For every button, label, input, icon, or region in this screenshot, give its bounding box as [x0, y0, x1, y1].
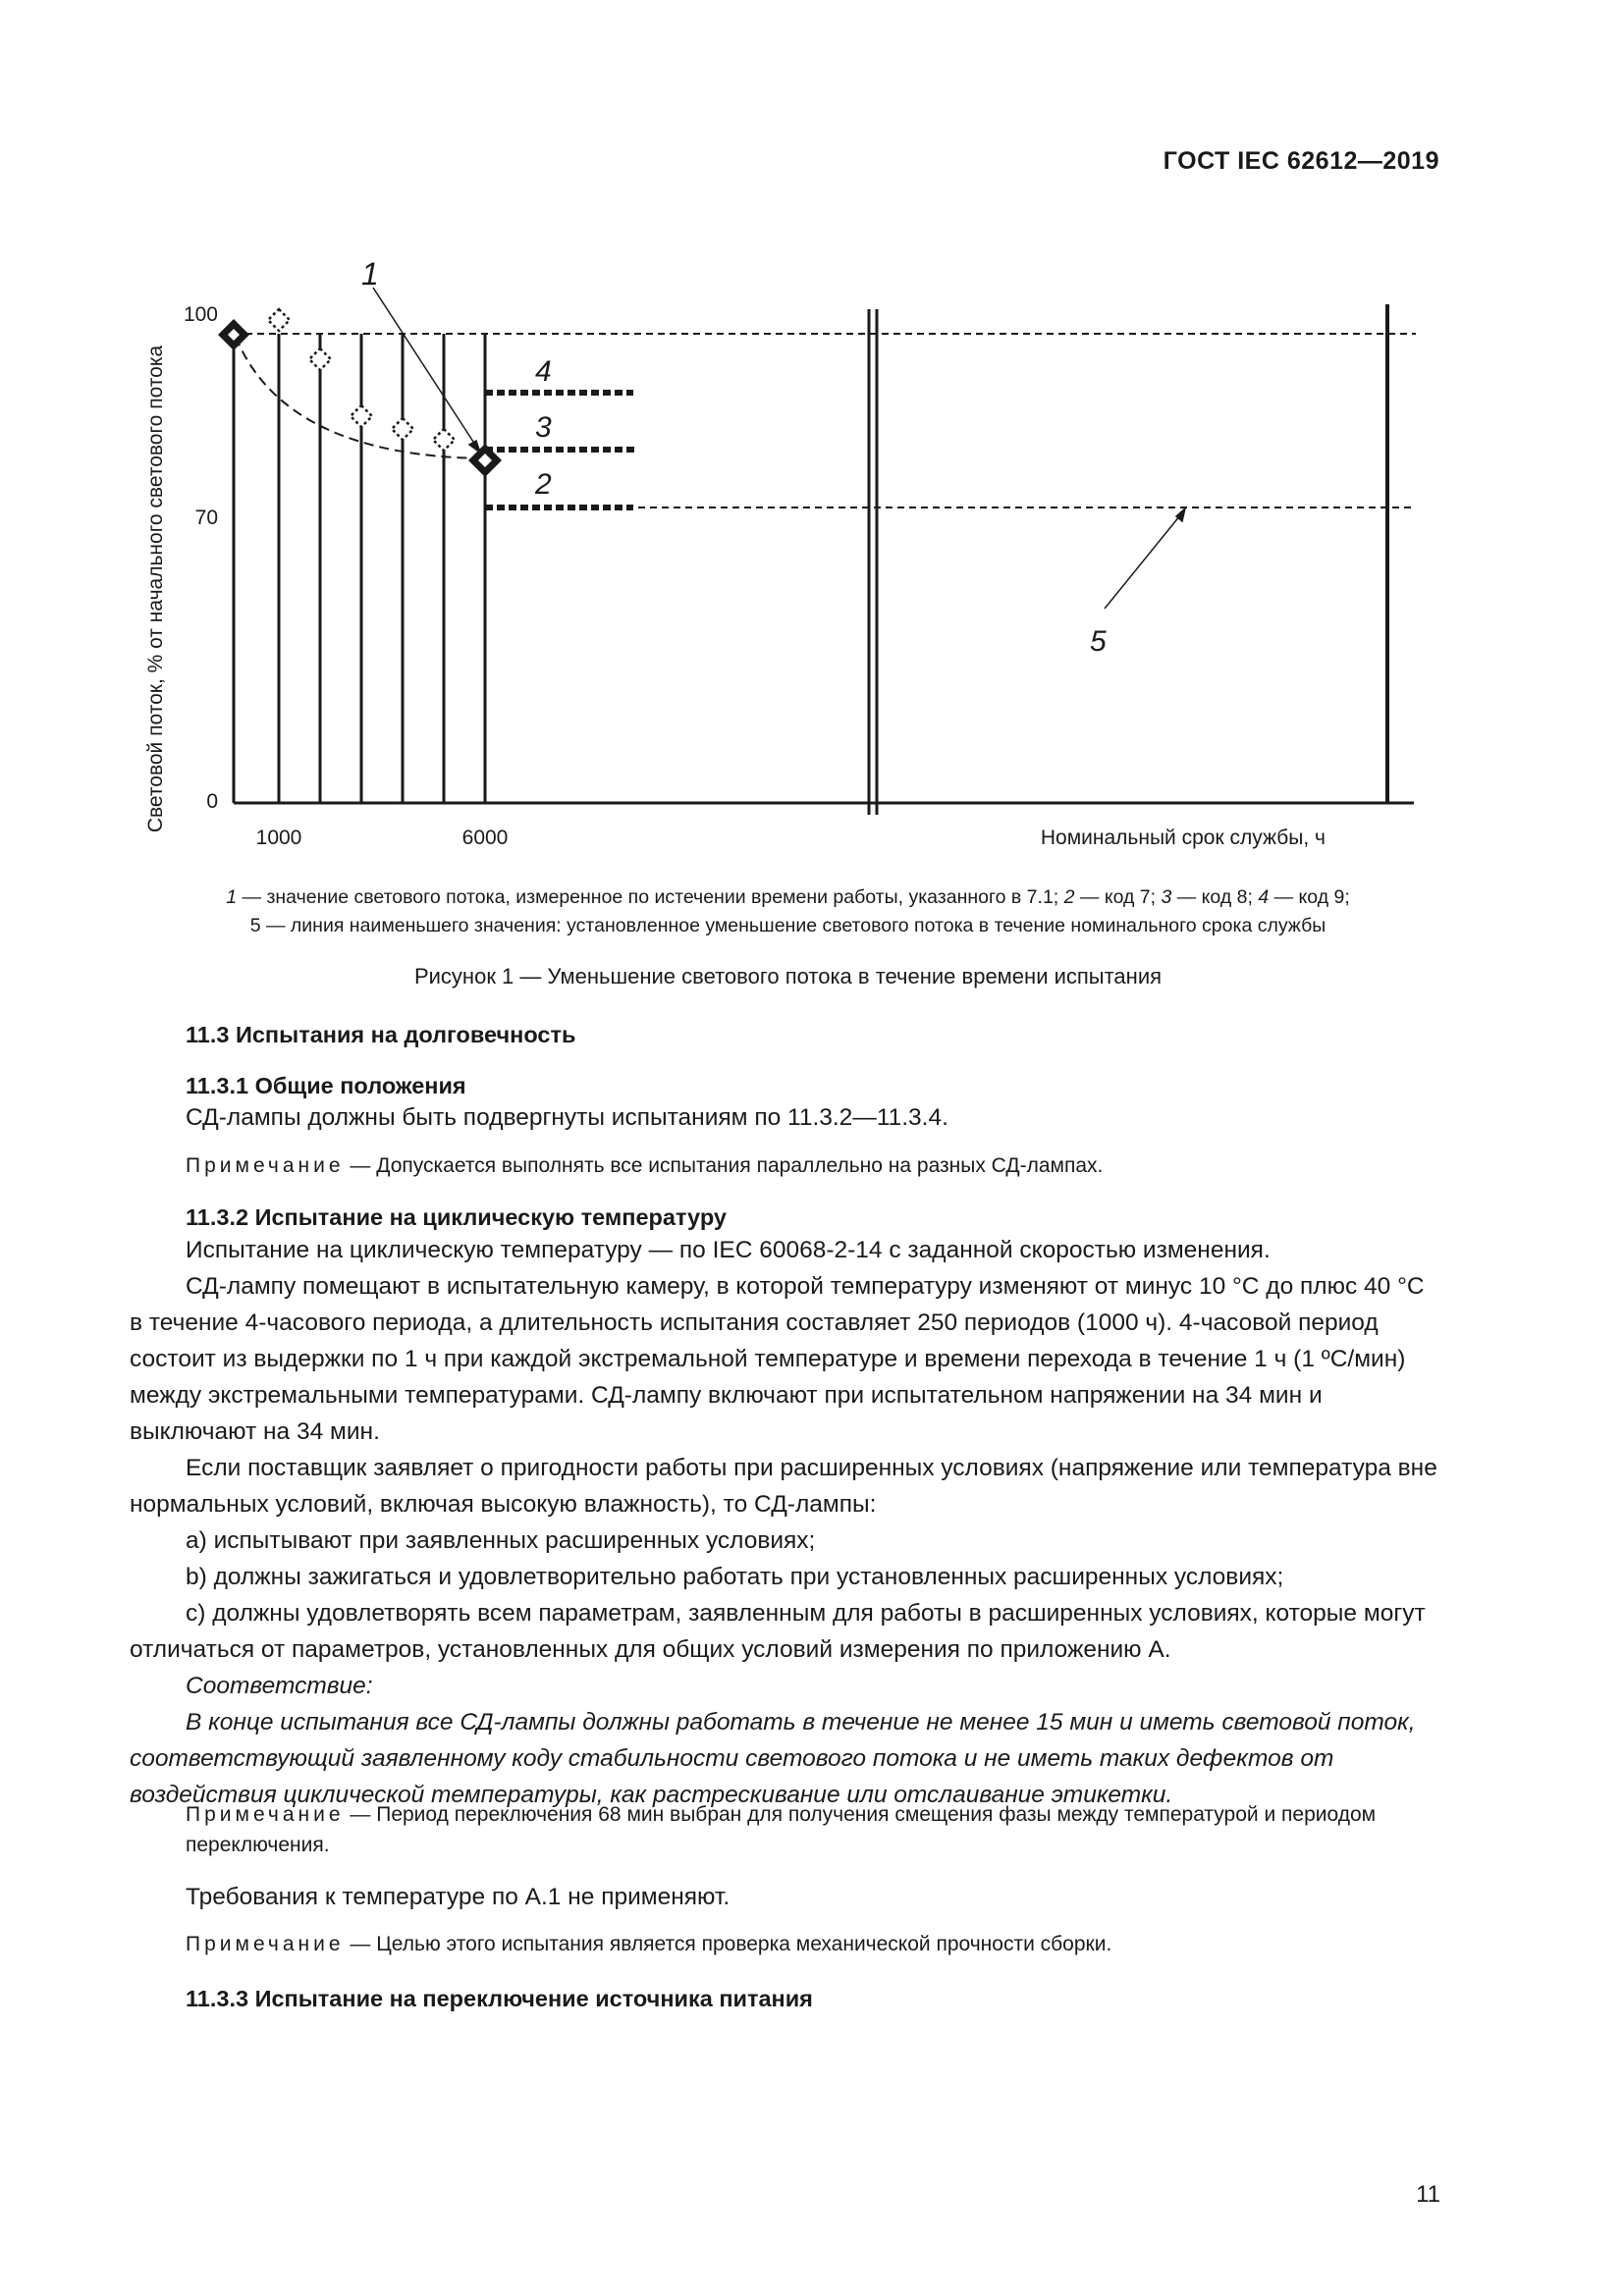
heading-11-3-3: 11.3.3 Испытание на переключение источника питания [186, 1986, 813, 2011]
legend-key-1: 1 [226, 886, 238, 908]
heading-11-3-2: 11.3.2 Испытание на циклическую температуру [186, 1204, 727, 1230]
y-tick-70: 70 [194, 507, 218, 529]
axis-break [869, 309, 877, 815]
y-tick-100: 100 [183, 303, 218, 326]
note-3 [186, 1929, 1439, 1959]
note-3-label: Примечание [186, 1933, 345, 1955]
note-2-label: Примечание [186, 1803, 345, 1826]
note-1-text: — Допускается выполнять все испытания параллельно на разных СД-лампах. [344, 1154, 1104, 1177]
legend-key-2: 2 [1063, 886, 1075, 908]
compliance-text [130, 1704, 1439, 1813]
note-3-text: — Целью этого испытания является проверка механической прочности сборки. [344, 1933, 1112, 1955]
legend-key-4: 4 [1258, 886, 1270, 908]
callout-3: 3 [535, 411, 552, 444]
legend-text-3: — код 8; [1171, 886, 1259, 908]
paragraph-11-3-1: СД-лампы должны быть подвергнуты испытаниям по 11.3.2—11.3.4. [186, 1104, 948, 1131]
paragraph-3 [130, 1450, 1439, 1522]
note-1 [186, 1150, 1439, 1181]
page-number: 11 [1416, 2181, 1440, 2208]
legend-text-2: — код 7; [1074, 886, 1162, 908]
callout-5: 5 [1090, 625, 1107, 658]
callout-2: 2 [535, 468, 552, 501]
note-1-label: Примечание [186, 1154, 345, 1177]
paragraph-2 [130, 1268, 1439, 1450]
figure-caption: Рисунок 1 — Уменьшение светового потока в течение времени испытания [413, 964, 1163, 988]
legend-text-1: — значение светового потока, измеренное по истечении времени работы, указанного в 7.1; [237, 886, 1064, 908]
list-item-c [130, 1595, 1439, 1668]
figure-legend-line-1 [128, 883, 1448, 912]
y-tick-0: 0 [206, 790, 218, 813]
note-2 [186, 1799, 1439, 1860]
callout-arrows [373, 288, 1185, 609]
paragraph-1: Испытание на циклическую температуру — по IEC 60068-2-14 с заданной скоростью изменения. [186, 1237, 1271, 1263]
compliance-label: Соответствие: [186, 1673, 373, 1699]
heading-11-3-1: 11.3.1 Общие положения [186, 1073, 466, 1098]
document-id: ГОСТ IEC 62612—2019 [1163, 147, 1439, 175]
legend-text-4: — код 9; [1269, 886, 1350, 908]
section-11-3-2-body [130, 1232, 1439, 1813]
paragraph-4: Требования к температуре по А.1 не применяют. [186, 1884, 731, 1910]
legend-key-3: 3 [1161, 886, 1172, 908]
list-item-c-text: c) должны удовлетворять всем параметрам, заявленным для работы в расширенных условиях, которые могут отличаться от параметров, установленных для общих условий измерения по приложению А. [130, 1600, 1426, 1663]
list-item-b: b) должны зажигаться и удовлетворительно работать при установленных расширенных условиях; [186, 1564, 1284, 1590]
y-axis-label: Световой поток, % от начального светового потока [144, 345, 167, 833]
x-axis-label: Номинальный срок службы, ч [1040, 827, 1326, 849]
x-tick-6000: 6000 [461, 827, 509, 849]
figure-legend-line-2: 5 — линия наименьшего значения: установленное уменьшение светового потока в течение номинального срока службы [249, 915, 1326, 936]
heading-11-3: 11.3 Испытания на долговечность [186, 1022, 576, 1047]
list-item-a: a) испытывают при заявленных расширенных условиях; [186, 1527, 816, 1554]
x-tick-1000: 1000 [255, 827, 302, 849]
luminous-flux-figure [137, 250, 1424, 859]
callout-1: 1 [361, 256, 379, 292]
note-2-text: — Период переключения 68 мин выбран для получения смещения фазы между температурой и периодом переключения. [186, 1803, 1377, 1856]
callout-4: 4 [535, 355, 552, 388]
compliance-text-body: В конце испытания все СД-лампы должны работать в течение не менее 15 мин и иметь световой поток, соответствующий заявленному коду стабильности светового потока и не иметь таких дефектов от воздействия циклической температуры, как растрескивание или отслаивание этикетки. [130, 1709, 1416, 1808]
paragraph-2-text: СД-лампу помещают в испытательную камеру, в которой температуру изменяют от минус 10 °С до плюс 40 °С в течение 4-часового периода, а длительность испытания составляет 250 периодов (1000 ч). 4-часовой период состоит из выдержки по 1 ч при каждой экстремальной температуре и времени перехода в течение 1 ч (1 ºС/мин) между экстремальными температурами. СД-лампу включают при испытательном напряжении на 34 мин и выключают на 34 мин. [130, 1273, 1425, 1445]
measurement-lines [234, 334, 485, 803]
paragraph-3-text: Если поставщик заявляет о пригодности работы при расширенных условиях (напряжение или температура вне нормальных условий, включая высокую влажность), то СД-лампы: [130, 1455, 1437, 1518]
